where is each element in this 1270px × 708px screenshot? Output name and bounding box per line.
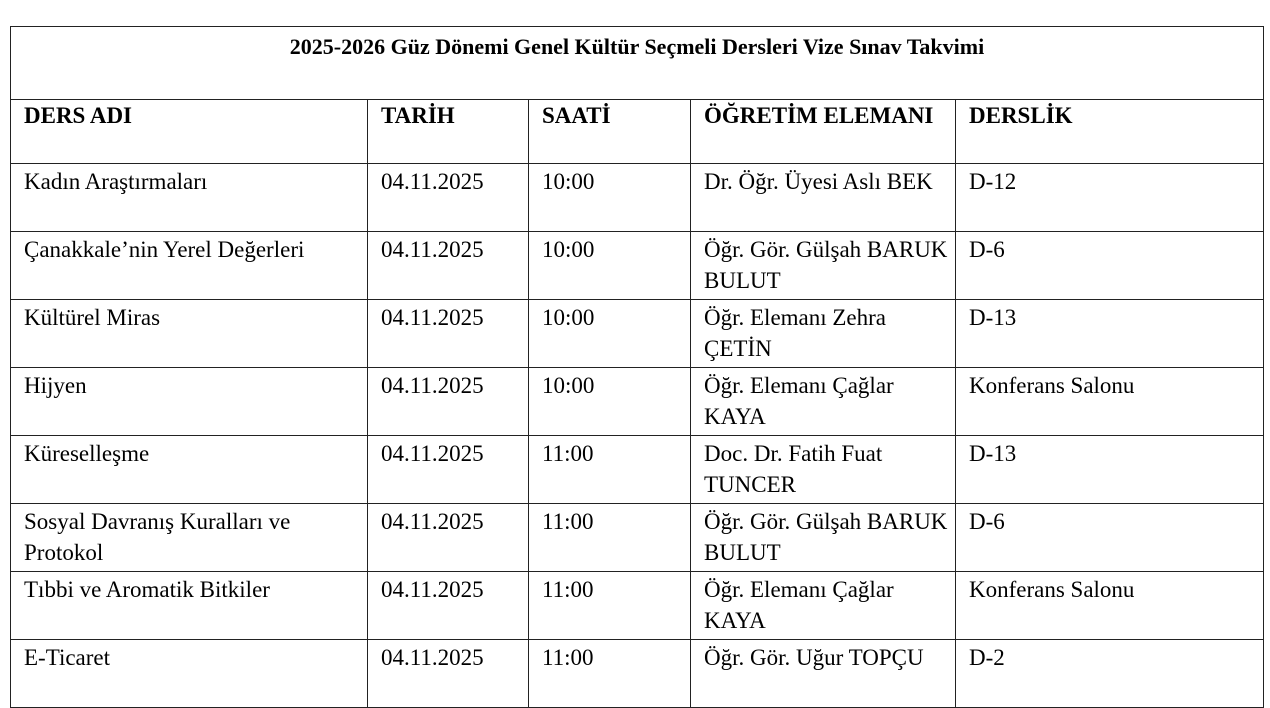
column-header-instructor: ÖĞRETİM ELEMANI	[691, 100, 956, 164]
instructor-cell: Öğr. Elemanı Çağlar KAYA	[691, 368, 956, 436]
date-cell: 04.11.2025	[368, 436, 529, 504]
date-cell: 04.11.2025	[368, 164, 529, 232]
course-cell: Çanakkale’nin Yerel Değerleri	[11, 232, 368, 300]
room-cell: D-6	[956, 504, 1264, 572]
room-cell: D-13	[956, 436, 1264, 504]
column-header-time: SAATİ	[529, 100, 691, 164]
room-cell: Konferans Salonu	[956, 368, 1264, 436]
instructor-cell: Öğr. Gör. Gülşah BARUK BULUT	[691, 504, 956, 572]
date-cell: 04.11.2025	[368, 640, 529, 708]
date-cell: 04.11.2025	[368, 572, 529, 640]
table-title: 2025-2026 Güz Dönemi Genel Kültür Seçmeli Dersleri Vize Sınav Takvimi	[11, 27, 1264, 100]
exam-schedule-table	[10, 26, 1264, 708]
course-cell: Hijyen	[11, 368, 368, 436]
course-cell: Kadın Araştırmaları	[11, 164, 368, 232]
course-cell: E-Ticaret	[11, 640, 368, 708]
room-cell: D-13	[956, 300, 1264, 368]
time-cell: 10:00	[529, 164, 691, 232]
time-cell: 10:00	[529, 232, 691, 300]
instructor-cell: Öğr. Gör. Gülşah BARUK BULUT	[691, 232, 956, 300]
date-cell: 04.11.2025	[368, 368, 529, 436]
title-row	[11, 27, 1264, 100]
date-cell: 04.11.2025	[368, 504, 529, 572]
table-row	[11, 436, 1264, 504]
time-cell: 11:00	[529, 504, 691, 572]
column-header-date: TARİH	[368, 100, 529, 164]
instructor-cell: Dr. Öğr. Üyesi Aslı BEK	[691, 164, 956, 232]
room-cell: D-2	[956, 640, 1264, 708]
course-cell: Küreselleşme	[11, 436, 368, 504]
date-cell: 04.11.2025	[368, 300, 529, 368]
instructor-cell: Öğr. Gör. Uğur TOPÇU	[691, 640, 956, 708]
time-cell: 11:00	[529, 436, 691, 504]
course-cell: Kültürel Miras	[11, 300, 368, 368]
column-header-room: DERSLİK	[956, 100, 1264, 164]
table-row	[11, 232, 1264, 300]
course-cell: Tıbbi ve Aromatik Bitkiler	[11, 572, 368, 640]
instructor-cell: Doc. Dr. Fatih Fuat TUNCER	[691, 436, 956, 504]
instructor-cell: Öğr. Elemanı Çağlar KAYA	[691, 572, 956, 640]
time-cell: 10:00	[529, 368, 691, 436]
table-row	[11, 572, 1264, 640]
table-row	[11, 300, 1264, 368]
time-cell: 10:00	[529, 300, 691, 368]
date-cell: 04.11.2025	[368, 232, 529, 300]
column-header-course: DERS ADI	[11, 100, 368, 164]
table-row	[11, 640, 1264, 708]
time-cell: 11:00	[529, 640, 691, 708]
time-cell: 11:00	[529, 572, 691, 640]
table-row	[11, 164, 1264, 232]
table-row	[11, 504, 1264, 572]
room-cell: D-6	[956, 232, 1264, 300]
room-cell: D-12	[956, 164, 1264, 232]
instructor-cell: Öğr. Elemanı Zehra ÇETİN	[691, 300, 956, 368]
course-cell: Sosyal Davranış Kuralları ve Protokol	[11, 504, 368, 572]
table-row	[11, 368, 1264, 436]
header-row	[11, 100, 1264, 164]
room-cell: Konferans Salonu	[956, 572, 1264, 640]
